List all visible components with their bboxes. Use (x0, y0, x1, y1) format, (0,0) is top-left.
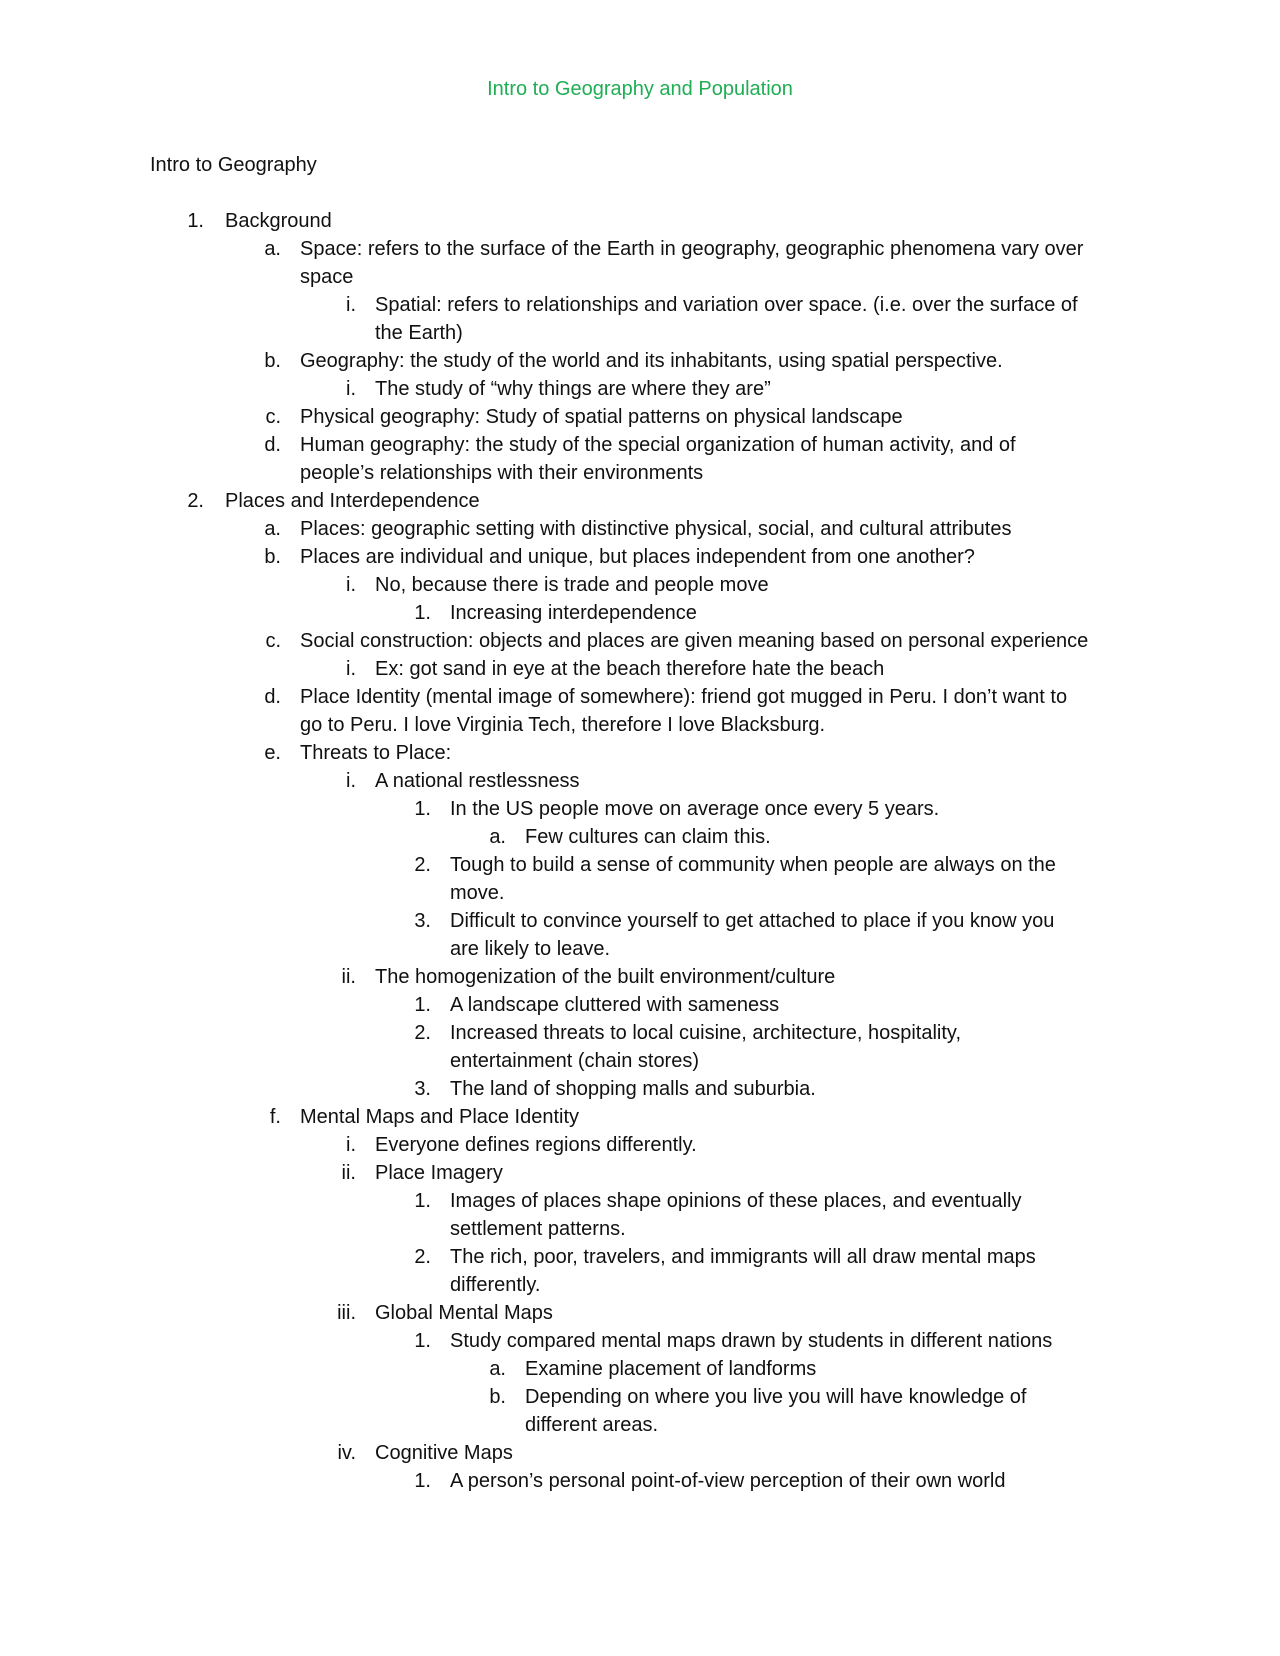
outline-list (0, 207, 1280, 1495)
outline-item-marker: i. (346, 770, 356, 792)
outline-item-marker: b. (264, 350, 281, 372)
outline-item-text: The homogenization of the built environment/culture (375, 966, 836, 988)
outline-item (0, 767, 1280, 795)
outline-item (0, 319, 1280, 347)
outline-item-marker: d. (264, 686, 281, 708)
outline-item (0, 851, 1280, 879)
outline-item (0, 935, 1280, 963)
outline-item-marker: a. (264, 238, 281, 260)
outline-item (0, 347, 1280, 375)
outline-item (0, 1299, 1280, 1327)
outline-item (0, 1411, 1280, 1439)
outline-item-marker: i. (346, 378, 356, 400)
outline-item (0, 1271, 1280, 1299)
outline-item-text: Everyone defines regions differently. (375, 1134, 697, 1156)
outline-item-text: Increasing interdependence (450, 602, 697, 624)
outline-item-marker: d. (264, 434, 281, 456)
outline-item-marker: b. (264, 546, 281, 568)
outline-item-text: Cognitive Maps (375, 1442, 513, 1464)
outline-item-marker: i. (346, 658, 356, 680)
outline-item-text: A person’s personal point-of-view perception of their own world (450, 1470, 1006, 1492)
outline-item-text: Human geography: the study of the special organization of human activity, and of (300, 434, 1016, 456)
outline-item-text: A national restlessness (375, 770, 580, 792)
outline-item-marker: i. (346, 1134, 356, 1156)
outline-item-marker: a. (489, 1358, 506, 1380)
outline-item (0, 263, 1280, 291)
outline-item-marker: a. (264, 518, 281, 540)
outline-item-text: Physical geography: Study of spatial patterns on physical landscape (300, 406, 903, 428)
outline-item-marker: b. (489, 1386, 506, 1408)
outline-item-text: settlement patterns. (450, 1218, 626, 1240)
outline-item (0, 291, 1280, 319)
outline-item-marker: i. (346, 294, 356, 316)
outline-item-marker: 2. (414, 1246, 431, 1268)
outline-item (0, 1355, 1280, 1383)
outline-item (0, 1383, 1280, 1411)
outline-item-marker: c. (265, 406, 281, 428)
outline-item-marker: a. (489, 826, 506, 848)
outline-item (0, 1075, 1280, 1103)
outline-item (0, 1187, 1280, 1215)
outline-item-text: Few cultures can claim this. (525, 826, 771, 848)
outline-item-text: Mental Maps and Place Identity (300, 1106, 580, 1128)
outline-item-text: Spatial: refers to relationships and variation over space. (i.e. over the surface of (375, 294, 1078, 316)
outline-item (0, 1467, 1280, 1495)
outline-item-marker: ii. (341, 1162, 356, 1184)
outline-item-marker: 1. (187, 210, 204, 232)
outline-item-text: In the US people move on average once every 5 years. (450, 798, 940, 820)
outline-item-text: are likely to leave. (450, 938, 611, 960)
outline-item-text: move. (450, 882, 505, 904)
outline-item-text: Social construction: objects and places are given meaning based on personal experience (300, 630, 1089, 652)
outline-item (0, 711, 1280, 739)
outline-item (0, 655, 1280, 683)
outline-item-marker: 2. (187, 490, 204, 512)
outline-item (0, 795, 1280, 823)
outline-item-text: Increased threats to local cuisine, architecture, hospitality, (450, 1022, 961, 1044)
outline-item-text: Tough to build a sense of community when people are always on the (450, 854, 1056, 876)
outline-item (0, 739, 1280, 767)
outline-item (0, 431, 1280, 459)
outline-item-marker: c. (265, 630, 281, 652)
outline-item (0, 879, 1280, 907)
outline-item-text: different areas. (525, 1414, 659, 1436)
outline-item-text: Study compared mental maps drawn by students in different nations (450, 1330, 1053, 1352)
outline-item-text: Geography: the study of the world and its inhabitants, using spatial perspective. (300, 350, 1003, 372)
outline-item-text: space (300, 266, 354, 288)
outline-item-text: Place Imagery (375, 1162, 503, 1184)
outline-item-text: Ex: got sand in eye at the beach therefore hate the beach (375, 658, 885, 680)
outline-item-text: Space: refers to the surface of the Earth in geography, geographic phenomena vary over (300, 238, 1084, 260)
outline-item (0, 571, 1280, 599)
outline-item (0, 963, 1280, 991)
outline-item-text: The study of “why things are where they are” (375, 378, 771, 400)
outline-item-marker: ii. (341, 966, 356, 988)
outline-item (0, 1215, 1280, 1243)
outline-item (0, 991, 1280, 1019)
section-heading: Intro to Geography (150, 154, 317, 176)
outline-item (0, 599, 1280, 627)
outline-item-text: Threats to Place: (300, 742, 452, 764)
outline-item-text: differently. (450, 1274, 541, 1296)
outline-item (0, 459, 1280, 487)
outline-item-text: Global Mental Maps (375, 1302, 553, 1324)
outline-item (0, 627, 1280, 655)
outline-item-marker: 1. (414, 798, 431, 820)
outline-item (0, 515, 1280, 543)
outline-item (0, 543, 1280, 571)
document-title: Intro to Geography and Population (487, 78, 793, 100)
outline-item-text: Images of places shape opinions of these places, and eventually (450, 1190, 1022, 1212)
outline-item-text: the Earth) (375, 322, 463, 344)
outline-item-marker: iii. (337, 1302, 356, 1324)
outline-item (0, 1243, 1280, 1271)
outline-item-marker: 1. (414, 602, 431, 624)
outline-item-marker: 1. (414, 1190, 431, 1212)
outline-item-marker: 1. (414, 1330, 431, 1352)
outline-item-text: A landscape cluttered with sameness (450, 994, 780, 1016)
outline-item-marker: 2. (414, 1022, 431, 1044)
outline-item (0, 487, 1280, 515)
outline-item-marker: i. (346, 574, 356, 596)
outline-item-marker: 1. (414, 1470, 431, 1492)
outline-item (0, 823, 1280, 851)
outline-item (0, 1103, 1280, 1131)
outline-item (0, 1131, 1280, 1159)
outline-item-marker: f. (269, 1106, 281, 1128)
outline-item-text: Place Identity (mental image of somewhere): friend got mugged in Peru. I don’t want to (300, 686, 1068, 708)
outline-item-text: Places are individual and unique, but places independent from one another? (300, 546, 975, 568)
outline-item (0, 1047, 1280, 1075)
outline-item-text: Places and Interdependence (225, 490, 480, 512)
outline-item-text: people’s relationships with their environments (300, 462, 704, 484)
outline-item (0, 683, 1280, 711)
outline-item (0, 907, 1280, 935)
outline-item (0, 1439, 1280, 1467)
outline-item-text: Places: geographic setting with distinctive physical, social, and cultural attributes (300, 518, 1012, 540)
outline-item-marker: iv. (337, 1442, 356, 1464)
outline-item (0, 235, 1280, 263)
outline-item-marker: 1. (414, 994, 431, 1016)
outline-item-text: Background (225, 210, 332, 232)
outline-item-text: Difficult to convince yourself to get attached to place if you know you (450, 910, 1055, 932)
outline-item-text: Examine placement of landforms (525, 1358, 817, 1380)
outline-item-text: The rich, poor, travelers, and immigrants will all draw mental maps (450, 1246, 1036, 1268)
outline-item-marker: e. (264, 742, 281, 764)
outline-item (0, 1019, 1280, 1047)
outline-item (0, 375, 1280, 403)
outline-item-text: entertainment (chain stores) (450, 1050, 700, 1072)
outline-item-marker: 3. (414, 910, 431, 932)
outline-item-text: Depending on where you live you will have knowledge of (525, 1386, 1027, 1408)
outline-item-text: The land of shopping malls and suburbia. (450, 1078, 816, 1100)
outline-item (0, 1159, 1280, 1187)
outline-item (0, 403, 1280, 431)
outline-item-marker: 3. (414, 1078, 431, 1100)
outline-item (0, 1327, 1280, 1355)
outline-item-marker: 2. (414, 854, 431, 876)
outline-item-text: No, because there is trade and people move (375, 574, 769, 596)
outline-item-text: go to Peru. I love Virginia Tech, therefore I love Blacksburg. (300, 714, 826, 736)
outline-item (0, 207, 1280, 235)
